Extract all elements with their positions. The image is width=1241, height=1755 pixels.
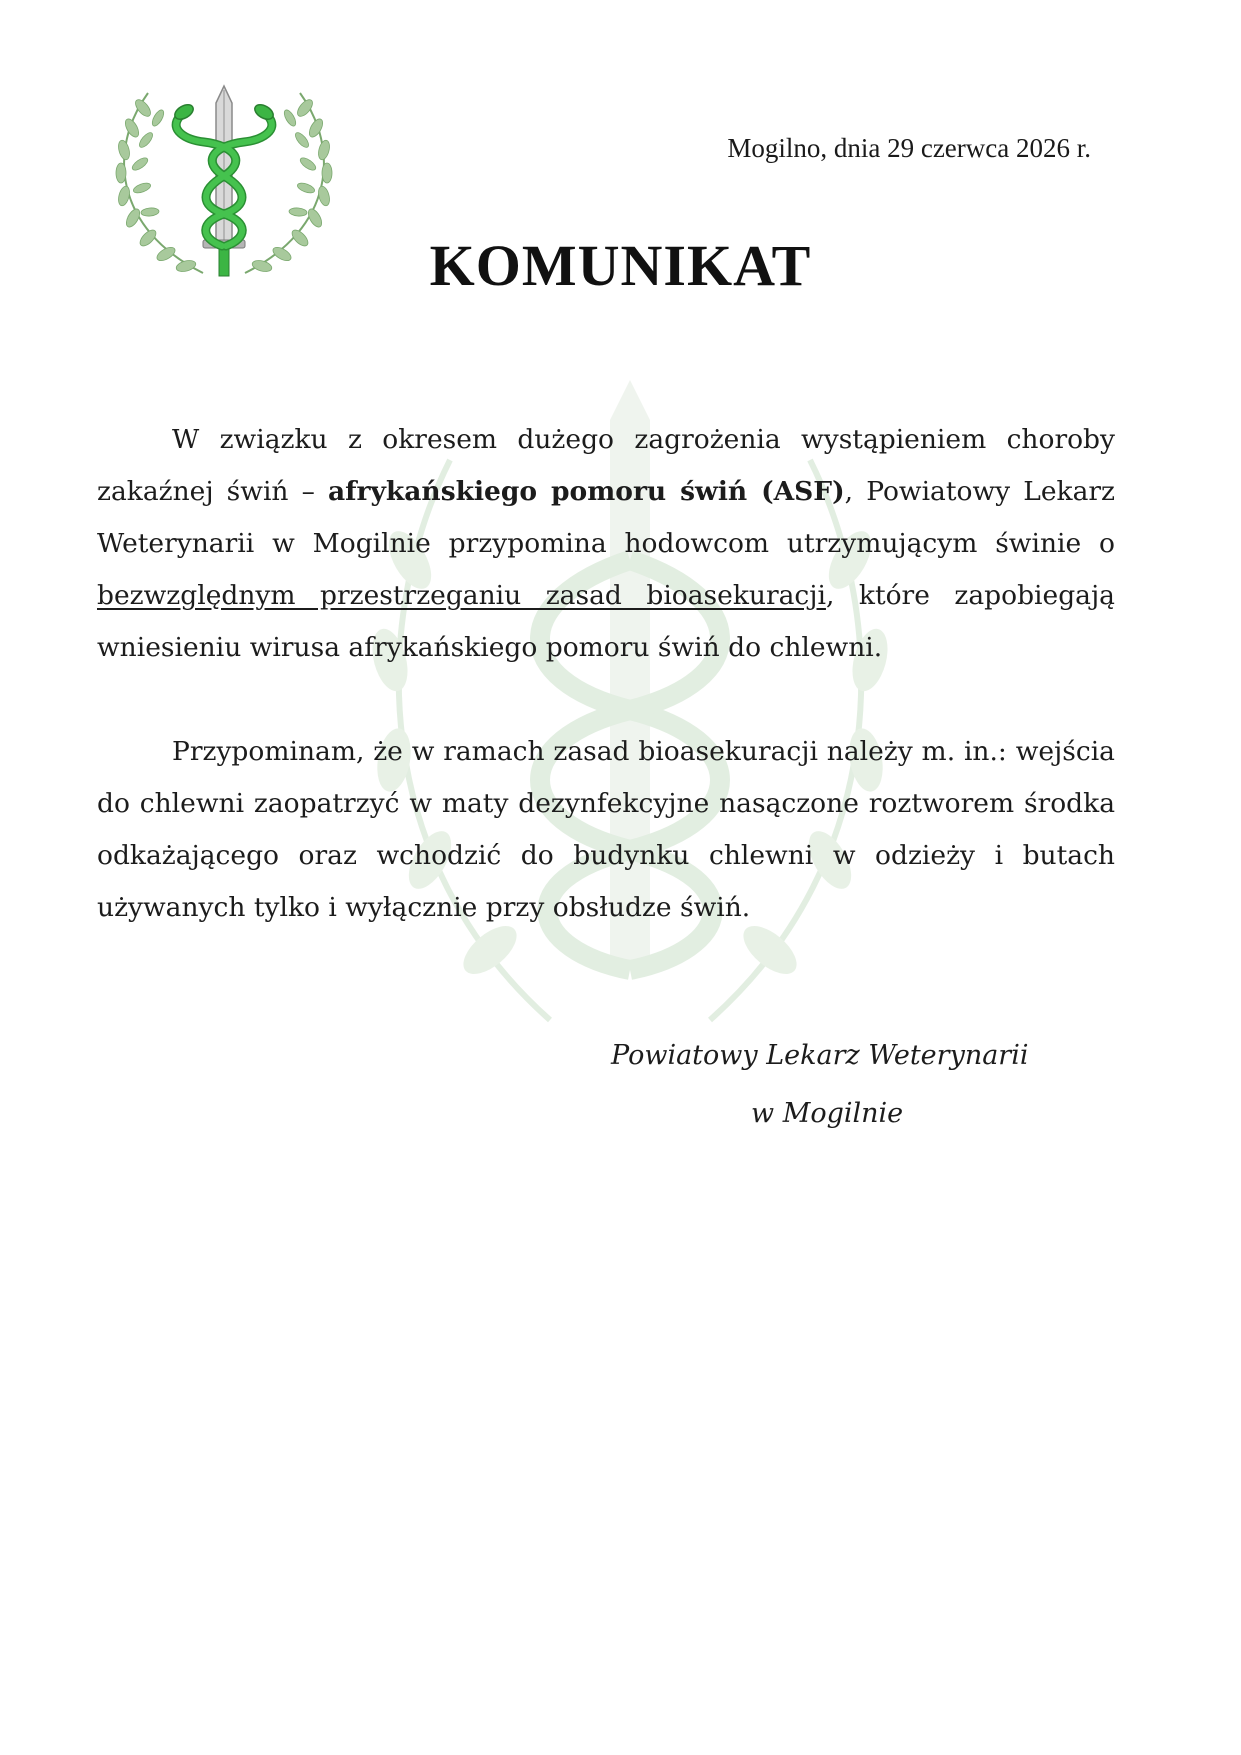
document-title <box>0 232 1241 299</box>
signature-title: Powiatowy Lekarz Weterynarii <box>611 1040 1029 1071</box>
title-text: KOMUNIKAT <box>429 233 812 298</box>
paragraph-1-part-1: W związku z okresem dużego zagrożenia wystąpieniem choroby zakaźnej świń – <box>97 424 1115 507</box>
place-and-date: Mogilno, dnia 29 czerwca 2026 r. <box>727 133 1091 163</box>
paragraph-1-part-3: , które zapobiegają wniesieniu wirusa afrykańskiego pomoru świń do chlewni. <box>97 580 1115 663</box>
paragraph-1-part-2: , Powiatowy Lekarz Weterynarii w Mogilnie przypomina hodowcom utrzymującym świnie o <box>97 476 1115 559</box>
paragraph-2: Przypominam, że w ramach zasad bioasekuracji należy m. in.: wejścia do chlewni zaopatrzyć w maty dezynfekcyjne nasączone roztworem środka odkażającego oraz wchodzić do budynku chlewni w odzieży i butach używanych tylko i wyłącznie przy obsłudze świń. <box>97 736 1115 923</box>
disease-name-bold: afrykańskiego pomoru świń (ASF) <box>327 476 845 507</box>
signature-location: w Mogilnie <box>751 1098 904 1129</box>
paragraph-1 <box>97 414 1115 674</box>
biosecurity-underlined: bezwzględnym przestrzeganiu zasad bioasekuracji <box>97 580 826 611</box>
